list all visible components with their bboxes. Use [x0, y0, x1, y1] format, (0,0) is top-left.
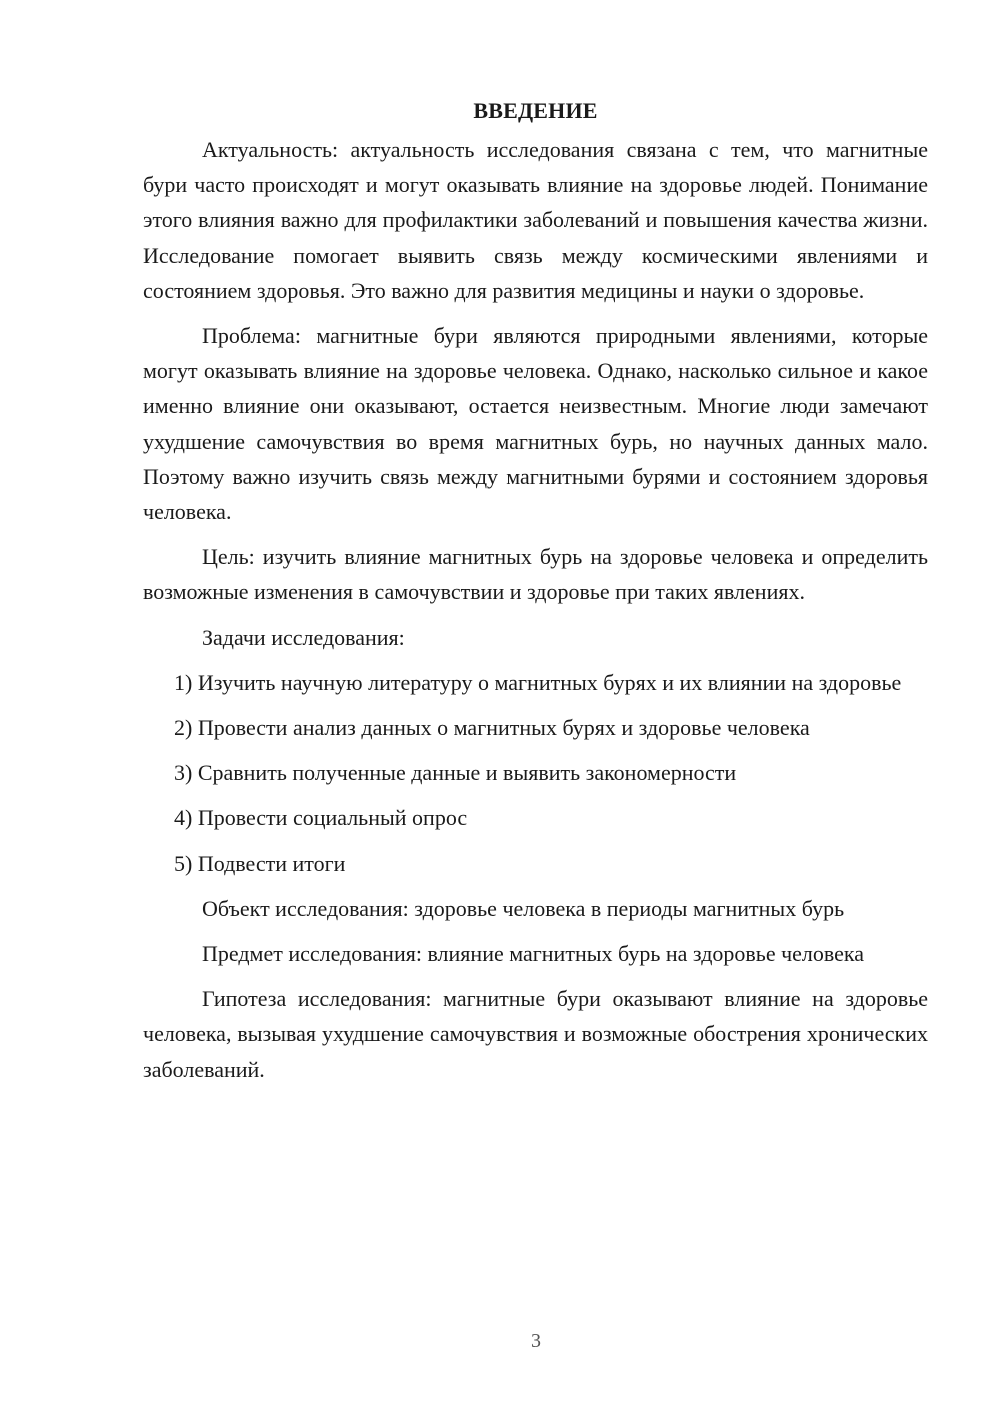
relevance-paragraph: Актуальность: актуальность исследования связана с тем, что магнитные бури часто происходят и могут оказывать влияние на здоровье людей. Понимание этого влияния важно для профилактики заболеваний и повышения качества жизни. Исследование помогает выявить связь между космическими явлениями и состоянием здоровья. Это важно для развития медицины и науки о здоровье.: [143, 137, 928, 303]
tasks-list: [143, 665, 928, 881]
page-number: 3: [531, 1330, 541, 1352]
task-item: 2) Провести анализ данных о магнитных бурях и здоровье человека: [174, 715, 810, 741]
goal-paragraph: Цель: изучить влияние магнитных бурь на здоровье человека и определить возможные изменения в самочувствии и здоровье при таких явлениях.: [143, 544, 928, 605]
task-item: 3) Сравнить полученные данные и выявить закономерности: [174, 760, 737, 786]
tasks-heading: Задачи исследования:: [202, 624, 405, 650]
document-page: [143, 94, 928, 1087]
hypothesis-paragraph: Гипотеза исследования: магнитные бури оказывают влияние на здоровье человека, вызывая ухудшение самочувствия и возможные обострения хронических заболеваний.: [143, 986, 928, 1082]
problem-paragraph: Проблема: магнитные бури являются природными явлениями, которые могут оказывать влияние на здоровье человека. Однако, насколько сильное и какое именно влияние они оказывают, остается неизвестным. Многие люди замечают ухудшение самочувствия во время магнитных бурь, но научных данных мало. Поэтому важно изучить связь между магнитными бурями и состоянием здоровья человека.: [143, 323, 928, 525]
page-title: ВВЕДЕНИЕ: [473, 98, 598, 123]
task-item: 4) Провести социальный опрос: [174, 805, 468, 831]
object-paragraph: Объект исследования: здоровье человека в периоды магнитных бурь: [202, 895, 845, 921]
task-item: 5) Подвести итоги: [174, 850, 346, 876]
task-item: 1) Изучить научную литературу о магнитных бурях и их влиянии на здоровье: [174, 669, 902, 695]
subject-paragraph: Предмет исследования: влияние магнитных бурь на здоровье человека: [202, 941, 865, 967]
